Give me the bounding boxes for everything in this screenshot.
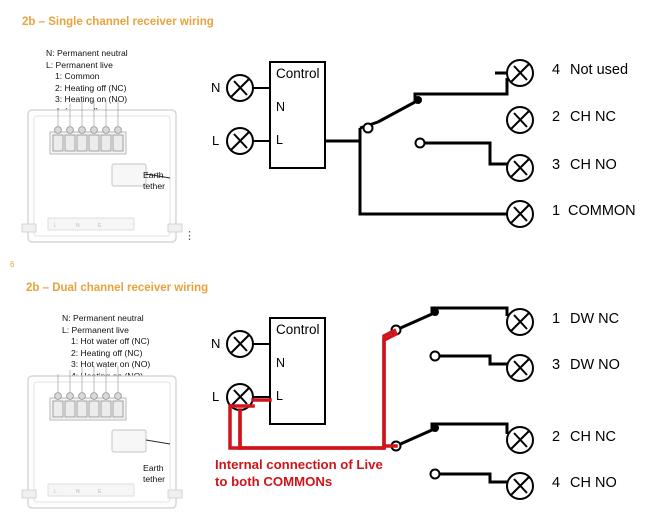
earth-tether-line: tether bbox=[143, 474, 165, 484]
terminal-label-l-single: L bbox=[212, 133, 220, 148]
control-box-title-dual: Control bbox=[276, 322, 320, 337]
control-terminal-l-single: L bbox=[276, 133, 283, 147]
terminal-label-n-single: N bbox=[211, 80, 221, 95]
right-terminal-number-2-single: 2 bbox=[552, 109, 561, 125]
earth-tether-note-dual bbox=[143, 463, 165, 485]
legend-line: 1: Common bbox=[55, 71, 100, 81]
right-terminal-number-3-single: 3 bbox=[552, 157, 561, 173]
legend-line: 2: Heating off (NC) bbox=[71, 347, 143, 358]
legend-line: N: Permanent neutral bbox=[62, 313, 144, 323]
legend-line: 3: Hot water on (NO) bbox=[71, 359, 151, 369]
control-box-title-single: Control bbox=[276, 66, 320, 81]
right-terminal-label-1-single: COMMON bbox=[568, 203, 636, 219]
legend-line: L: Permanent live bbox=[46, 59, 113, 70]
earth-tether-line: tether bbox=[143, 181, 165, 191]
legend-line: 2: Heating off (NC) bbox=[55, 82, 127, 93]
annotation-line-2: to both COMMONs bbox=[215, 474, 333, 489]
control-terminal-l-dual: L bbox=[276, 389, 283, 403]
right-terminal-label-1-dual: DW NC bbox=[570, 311, 620, 327]
annotation-line-1: Internal connection of Live bbox=[215, 457, 383, 472]
receiver-unit-image-dual bbox=[20, 366, 190, 521]
vertical-dots-single: ⋮ bbox=[184, 230, 195, 242]
right-terminal-label-3-dual: DW NO bbox=[570, 357, 620, 373]
legend-line: N: Permanent neutral bbox=[46, 48, 128, 58]
legend-line: 1: Hot water off (NC) bbox=[71, 336, 150, 346]
right-terminal-label-4-dual: CH NO bbox=[570, 475, 617, 491]
legend-line: L: Permanent live bbox=[62, 324, 129, 335]
right-terminal-label-4-single: Not used bbox=[570, 62, 629, 78]
svg-text:E: E bbox=[98, 223, 102, 229]
svg-text:N: N bbox=[76, 489, 80, 495]
terminal-label-n-dual: N bbox=[211, 336, 221, 351]
live-connection-annotation bbox=[215, 456, 383, 490]
earth-tether-note-single bbox=[143, 170, 165, 192]
earth-tether-line: Earth bbox=[143, 463, 164, 473]
page-number: 6 bbox=[10, 260, 15, 269]
right-terminal-number-1-dual: 1 bbox=[552, 311, 561, 327]
right-terminal-number-4-single: 4 bbox=[552, 62, 561, 78]
right-terminal-number-2-dual: 2 bbox=[552, 429, 561, 445]
right-terminal-number-3-dual: 3 bbox=[552, 357, 561, 373]
right-terminal-label-2-dual: CH NC bbox=[570, 429, 616, 445]
section-title-dual: 2b – Dual channel receiver wiring bbox=[26, 282, 209, 294]
legend-line: 3: Heating on (NO) bbox=[55, 94, 128, 104]
svg-text:N: N bbox=[76, 223, 80, 229]
svg-text:E: E bbox=[98, 489, 102, 495]
control-terminal-n-dual: N bbox=[276, 356, 286, 370]
right-terminal-label-2-single: CH NC bbox=[570, 109, 616, 125]
section-title-single: 2b – Single channel receiver wiring bbox=[22, 16, 214, 28]
svg-text:L: L bbox=[54, 489, 57, 495]
terminal-label-l-dual: L bbox=[212, 389, 220, 404]
right-terminal-number-4-dual: 4 bbox=[552, 475, 561, 491]
svg-text:L: L bbox=[54, 223, 57, 229]
control-terminal-n-single: N bbox=[276, 100, 286, 114]
earth-tether-line: Earth bbox=[143, 170, 164, 180]
right-terminal-label-3-single: CH NO bbox=[570, 157, 617, 173]
right-terminal-number-1-single: 1 bbox=[552, 203, 561, 219]
